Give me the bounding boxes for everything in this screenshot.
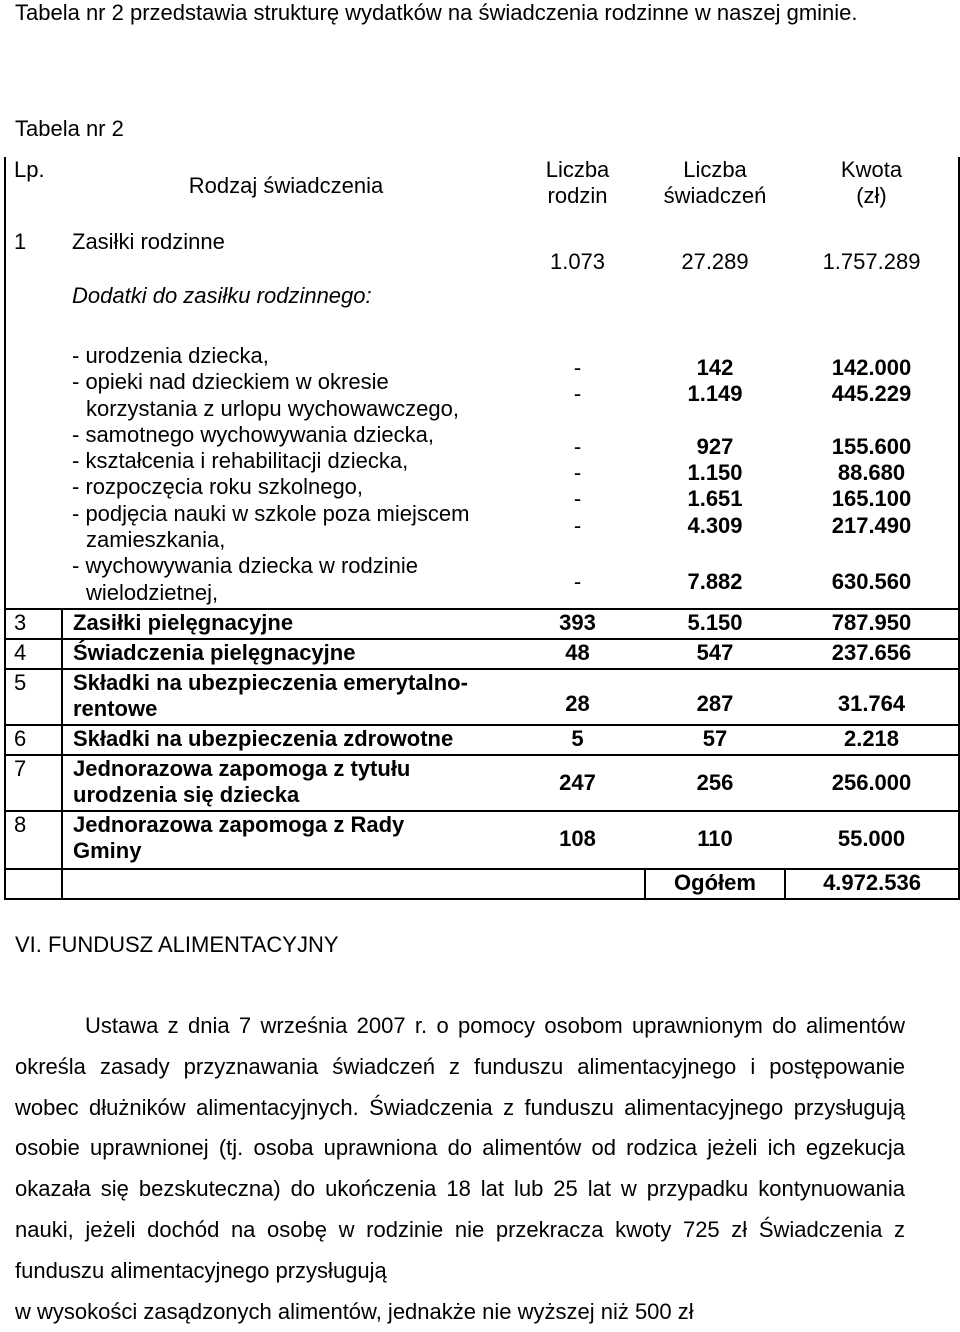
table-row: [5, 755, 959, 811]
row-lp: 1: [5, 227, 62, 275]
total-row: [5, 869, 959, 899]
row-name: Składki na ubezpieczenia zdrowotne: [62, 725, 510, 755]
row-rodziny: 28: [510, 669, 645, 725]
list-item: wielodzietnej,: [86, 579, 219, 605]
row-name: Zasiłki pielęgnacyjne: [62, 609, 510, 639]
row-swiadczenia: 27.289: [681, 249, 749, 274]
list-item: - urodzenia dziecka,: [72, 343, 269, 368]
table-header-row: [5, 157, 959, 227]
list-item: - opieki nad dzieckiem w okresie: [72, 369, 389, 395]
total-label: Ogółem: [645, 869, 785, 899]
section-title: VI. FUNDUSZ ALIMENTACYJNY: [15, 932, 339, 957]
row-rodziny: 108: [510, 811, 645, 869]
row-swiadczenia: 5.150: [645, 609, 785, 639]
row-kwota: 31.764: [785, 669, 959, 725]
paragraph-text: Ustawa z dnia 7 września 2007 r. o pomocy osobom uprawnionym do alimentów określa zasady przyznawania świadczeń z funduszu alimentacyjnego i postępowanie wobec dłużników alimentacyjnych. Świadczenia z funduszu alimentacyjnego przysługują osobie uprawnionej (tj. osoba uprawniona do alimentów od rodzica jeżeli ich egzekucja okazała się bezskuteczna) do ukończenia 18 lat lub 25 lat w przypadku kontynuowania nauki, jeżeli dochód na osobę w rodzinie nie przekracza kwoty 725 zł Świadczenia z funduszu alimentacyjnego przysługują: [15, 1013, 905, 1283]
intro-paragraph: Tabela nr 2 przedstawia strukturę wydatków na świadczenia rodzinne w naszej gminie.: [15, 0, 858, 25]
row-name: Jednorazowa zapomoga z tytułu urodzenia się dziecka: [62, 755, 510, 811]
table-row: [5, 227, 959, 275]
table-row: [5, 275, 959, 335]
row-swiadczenia: 110: [645, 811, 785, 869]
dodatki-rodziny: - - - - - - -: [573, 355, 582, 595]
header-kwota: Kwota (zł): [785, 157, 959, 227]
header-rodzaj: Rodzaj świadczenia: [188, 173, 384, 198]
dodatki-detail-row: [5, 335, 959, 609]
row-name: Składki na ubezpieczenia emerytalno- rentowe: [62, 669, 510, 725]
list-item: korzystania z urlopu wychowawczego,: [86, 395, 459, 421]
row-lp: 3: [5, 609, 62, 639]
list-item: - rozpoczęcia roku szkolnego,: [72, 474, 364, 500]
table-row: [5, 639, 959, 669]
row-kwota: 256.000: [785, 755, 959, 811]
header-liczba-swiadczen: Liczba świadczeń: [663, 157, 767, 208]
row-kwota: 1.757.289: [785, 227, 959, 275]
row-kwota: 2.218: [785, 725, 959, 755]
header-liczba-rodzin: Liczba rodzin: [545, 157, 610, 208]
header-lp: Lp.: [5, 157, 62, 227]
row-rodziny: 5: [510, 725, 645, 755]
total-value: 4.972.536: [785, 869, 959, 899]
row-name: Jednorazowa zapomoga z Rady Gminy: [62, 811, 510, 869]
dodatki-swiadczenia: 142 1.149 927 1.150 1.651 4.309 7.882: [687, 355, 743, 595]
row-swiadczenia: 256: [645, 755, 785, 811]
row-name: Zasiłki rodzinne: [72, 229, 225, 254]
list-item: - kształcenia i rehabilitacji dziecka,: [72, 448, 409, 474]
table-caption: Tabela nr 2: [15, 116, 124, 141]
benefits-table: [4, 157, 960, 900]
row-rodziny: 247: [510, 755, 645, 811]
dodatki-kwota: 142.000 445.229 155.600 88.680 165.100 217.490 630.560: [831, 355, 912, 595]
row-lp: 6: [5, 725, 62, 755]
list-item: zamieszkania,: [86, 527, 226, 553]
paragraph-last-line: w wysokości zasądzonych alimentów, jednakże nie wyższej niż 500 zł: [15, 1298, 694, 1324]
list-item: - wychowywania dziecka w rodzinie: [72, 553, 419, 579]
row-rodziny: 1.073: [549, 249, 606, 274]
table-row: [5, 725, 959, 755]
row-kwota: 55.000: [785, 811, 959, 869]
list-item: - samotnego wychowywania dziecka,: [72, 421, 434, 447]
row-lp: 8: [5, 811, 62, 869]
list-item: - podjęcia nauki w szkole poza miejscem: [72, 500, 470, 526]
row-rodziny: 48: [510, 639, 645, 669]
row-kwota: 237.656: [785, 639, 959, 669]
body-paragraph: [15, 1006, 905, 1332]
row-lp: 5: [5, 669, 62, 725]
table-row: [5, 811, 959, 869]
row-name: Świadczenia pielęgnacyjne: [62, 639, 510, 669]
row-lp: 4: [5, 639, 62, 669]
row-swiadczenia: 57: [645, 725, 785, 755]
row-rodziny: 393: [510, 609, 645, 639]
table-row: [5, 669, 959, 725]
dodatki-label: Dodatki do zasiłku rodzinnego:: [72, 283, 372, 308]
row-lp: 7: [5, 755, 62, 811]
row-kwota: 787.950: [785, 609, 959, 639]
table-row: [5, 609, 959, 639]
row-swiadczenia: 547: [645, 639, 785, 669]
dodatki-list: [72, 343, 510, 606]
row-swiadczenia: 287: [645, 669, 785, 725]
